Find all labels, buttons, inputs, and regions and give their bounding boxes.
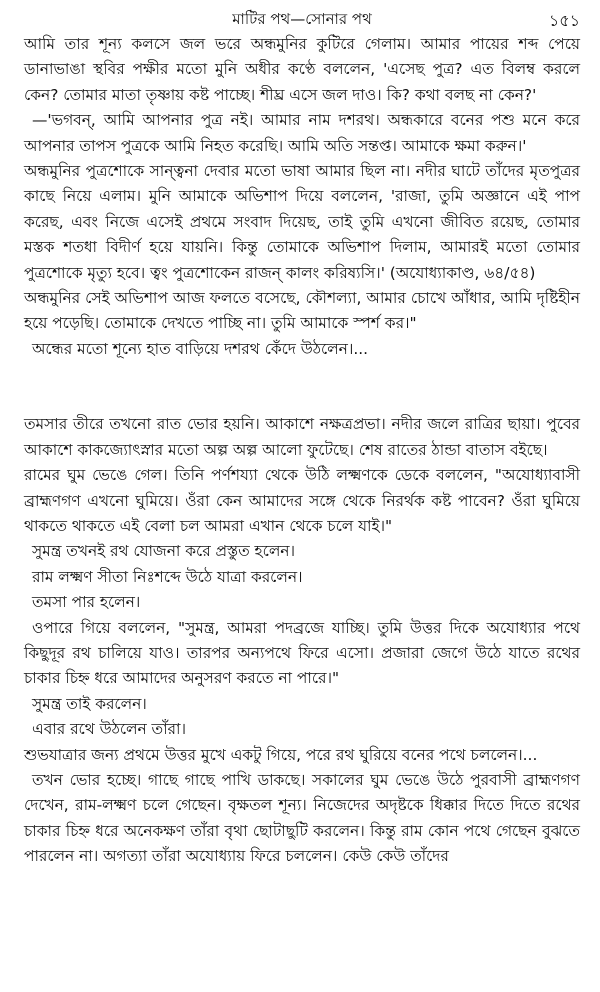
paragraph: ওপারে গিয়ে বললেন, "সুমন্ত্র, আমরা পদব্রজে যাচ্ছি। তুমি উত্তর দিকে অযোধ্যার পথে কিছুদূর রথ চালিয়ে যাও। তারপর অন্যপথে ফিরে এসো। প্রজারা জেগে উঠে যাতে রথের চাকার চিহ্ন ধরে আমাদের অনুসরণ করতে না পারে।": [24, 618, 580, 688]
paragraph: অন্ধের মতো শূন্যে হাত বাড়িয়ে দশরথ কেঁদে উঠলেন।...: [32, 339, 369, 358]
paragraph: —'ভগবন্, আমি আপনার পুত্র নই। আমার নাম দশরথ। অন্ধকারে বনের পশু মনে করে আপনার তাপস পুত্রকে আমি নিহত করেছি। আমি অতি সন্তপ্ত। আমাকে ক্ষমা করুন।': [24, 111, 580, 155]
section-break: [24, 362, 580, 412]
paragraph: সুমন্ত্র তখনই রথ যোজনা করে প্রস্তুত হলেন।: [32, 542, 295, 561]
page-number: ১৫১: [548, 11, 580, 30]
paragraph: রাম লক্ষ্মণ সীতা নিঃশব্দে উঠে যাত্রা করলেন।: [32, 567, 303, 586]
running-title: মাটির পথ—সোনার পথ: [232, 10, 372, 28]
paragraph: রামের ঘুম ভেঙে গেল। তিনি পর্ণশয্যা থেকে উঠি লক্ষ্মণকে ডেকে বললেন, "অযোধ্যাবাসী ব্রাহ্মণগণ এখনো ঘুমিয়ে। ওঁরা কেন আমাদের সঙ্গে থেকে নিরর্থক কষ্ট পাবেন? ওঁরা ঘুমিয়ে থাকতে থাকতে এই বেলা চল আমরা এখান থেকে চলে যাই।": [24, 466, 580, 535]
paragraph: এবার রথে উঠলেন তাঁরা।: [32, 720, 186, 739]
paragraph: সুমন্ত্র তাই করলেন।: [32, 694, 147, 713]
paragraph: আমি তার শূন্য কলসে জল ভরে অন্ধমুনির কুটিরে গেলাম। আমার পায়ের শব্দ পেয়ে ডানাভাঙা স্থবির পক্ষীর মতো মুনি অধীর কণ্ঠে বললেন, 'এসেছ পুত্র? এত বিলম্ব করলে কেন? তোমার মাতা তৃষ্ণায় কষ্ট পাচ্ছে। শীঘ্র এসে জল দাও। কি? কথা বলছ না কেন?': [24, 35, 580, 104]
paragraph: অন্ধমুনির পুত্রশোকে সান্ত্বনা দেবার মতো ভাষা আমার ছিল না। নদীর ঘাটে তাঁদের মৃতপুত্রর কাছে নিয়ে এলাম। মুনি আমাকে অভিশাপ দিয়ে বললেন, 'রাজা, তুমি অজ্ঞানে এই পাপ করেছ, এবং নিজে এসেই প্রথমে সংবাদ দিয়েছ, তাই তুমি এখনো জীবিত রয়েছ, তোমার মস্তক শতধা বিদীর্ণ হয়ে যায়নি। কিন্তু তোমাকে অভিশাপ দিলাম, আমারই মতো তোমার পুত্রশোকে মৃত্যু হবে। ত্বং পুত্রশোকেন রাজন্ কালং করিষ্যসি।' (অযোধ্যাকাণ্ড, ৬৪/৫৪): [24, 162, 581, 282]
paragraph: তখন ভোর হচ্ছে। গাছে গাছে পাখি ডাকছে। সকালের ঘুম ভেঙে উঠে পুরবাসী ব্রাহ্মণগণ দেখেন, রাম-লক্ষ্মণ চলে গেছেন। বৃক্ষতল শূন্য। নিজেদের অদৃষ্টকে ধিক্কার দিতে দিতে রথের চাকার চিহ্ন ধরে অনেকক্ষণ তাঁরা বৃথা ছোটাছুটি করলেন। কিন্তু রাম কোন পথে গেছেন বুঝতে পারলেন না। অগত্যা তাঁরা অযোধ্যায় ফিরে চললেন। কেউ কেউ তাঁদের: [24, 770, 580, 866]
page-header: [24, 6, 580, 32]
paragraph: শুভযাত্রার জন্য প্রথমে উত্তর মুখে একটু গিয়ে, পরে রথ ঘুরিয়ে বনের পথে চললেন।...: [24, 745, 538, 764]
paragraph: তমসা পার হলেন।: [32, 593, 141, 612]
paragraph: অন্ধমুনির সেই অভিশাপ আজ ফলতে বসেছে, কৌশল্যা, আমার চোখে আঁধার, আমি দৃষ্টিহীন হয়ে পড়েছি। তোমাকে দেখতে পাচ্ছি না। তুমি আমাকে স্পর্শ কর।": [24, 289, 580, 333]
paragraph: তমসার তীরে তখনো রাত ভোর হয়নি। আকাশে নক্ষত্রপ্রভা। নদীর জলে রাত্রির ছায়া। পুবের আকাশে কাকজ্যোৎস্নার মতো অল্প অল্প আলো ফুটেছে। শেষ রাতের ঠান্ডা বাতাস বইছে।: [24, 415, 580, 459]
